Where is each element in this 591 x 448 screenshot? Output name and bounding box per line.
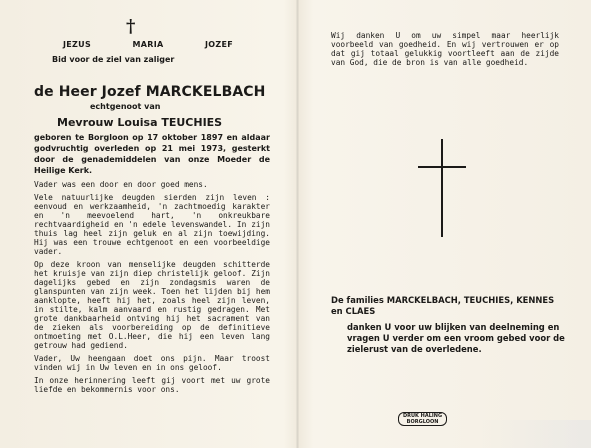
printer-town: BORGLOON	[406, 419, 439, 425]
corner-shadow	[481, 420, 591, 448]
eulogy-paragraph: Vele natuurlijke deugden sierden zijn leven : eenvoud en werkzaamheid, 'n zachtmoedig karakter en 'n meevoelend hart, 'n onkreukbare rechtvaardigheid en 'n edele levenswandel. In zijn thuis lag heel zijn geluk en al zijn toewijding. Hij was een trouwe echtgenoot en een voorbeeldige vader.	[34, 193, 270, 256]
deceased-name-title: de Heer Jozef MARCKELBACH	[34, 84, 266, 100]
prayer-line: Bid voor de ziel van zaliger	[52, 55, 175, 64]
thanks-paragraph: Wij danken U om uw simpel maar heerlijk voorbeeld van goedheid. En wij vertrouwen er op dat gij totaal gelukkig voortleeft aan de zijde van God, die de bron is van alle goedheid.	[331, 31, 559, 67]
name-maria: MARIA	[132, 40, 164, 49]
families-thanks: danken U voor uw blijken van deelneming en vragen U verder om een vroom gebed voor de zielerust van de overledene.	[347, 322, 565, 354]
eulogy-text	[34, 180, 270, 398]
large-cross-icon	[418, 139, 466, 237]
eulogy-paragraph: Vader was een door en door goed mens.	[34, 180, 208, 189]
spouse-name: Mevrouw Louisa TEUCHIES	[57, 116, 223, 129]
printer-name: DRUK HALING	[403, 413, 443, 419]
eulogy-paragraph: Vader, Uw heengaan doet ons pijn. Maar troost vinden wij in Uw leven en in ons geloof.	[34, 354, 270, 372]
small-cross-icon: †	[126, 16, 136, 37]
printer-stamp	[398, 412, 447, 426]
holy-names-row	[63, 40, 233, 49]
name-jozef: JOZEF	[204, 40, 233, 49]
birth-death-paragraph: geboren te Borgloon op 17 oktober 1897 en aldaar godvruchtig overleden op 21 mei 1973, gesterkt door de genademiddelen van onze Moeder de Heilige Kerk.	[34, 133, 270, 175]
eulogy-paragraph: Op deze kroon van menselijke deugden schitterde het kruisje van zijn diep christelijk geloof. Zijn dagelijks gebed en zijn zondagsmis waren de glanspunten van zijn week. Toen het lijden bij hem aanklopte, heeft hij het, zoals heel zijn leven, in stilte, kalm aanvaard en rustig gedragen. Met grote dankbaarheid ontving hij het sacrament van de zieken als voorbereiding op de definitieve ontmoeting met O.L.Heer, die hij een leven lang getrouw had gediend.	[34, 260, 270, 350]
center-fold	[296, 0, 299, 448]
eulogy-paragraph: In onze herinnering leeft gij voort met uw grote liefde en bekommernis voor ons.	[34, 376, 270, 394]
spouse-label: echtgenoot van	[90, 102, 161, 111]
name-jezus: JEZUS	[63, 40, 91, 49]
families-line: De families MARCKELBACH, TEUCHIES, KENNES en CLAES	[331, 295, 555, 316]
